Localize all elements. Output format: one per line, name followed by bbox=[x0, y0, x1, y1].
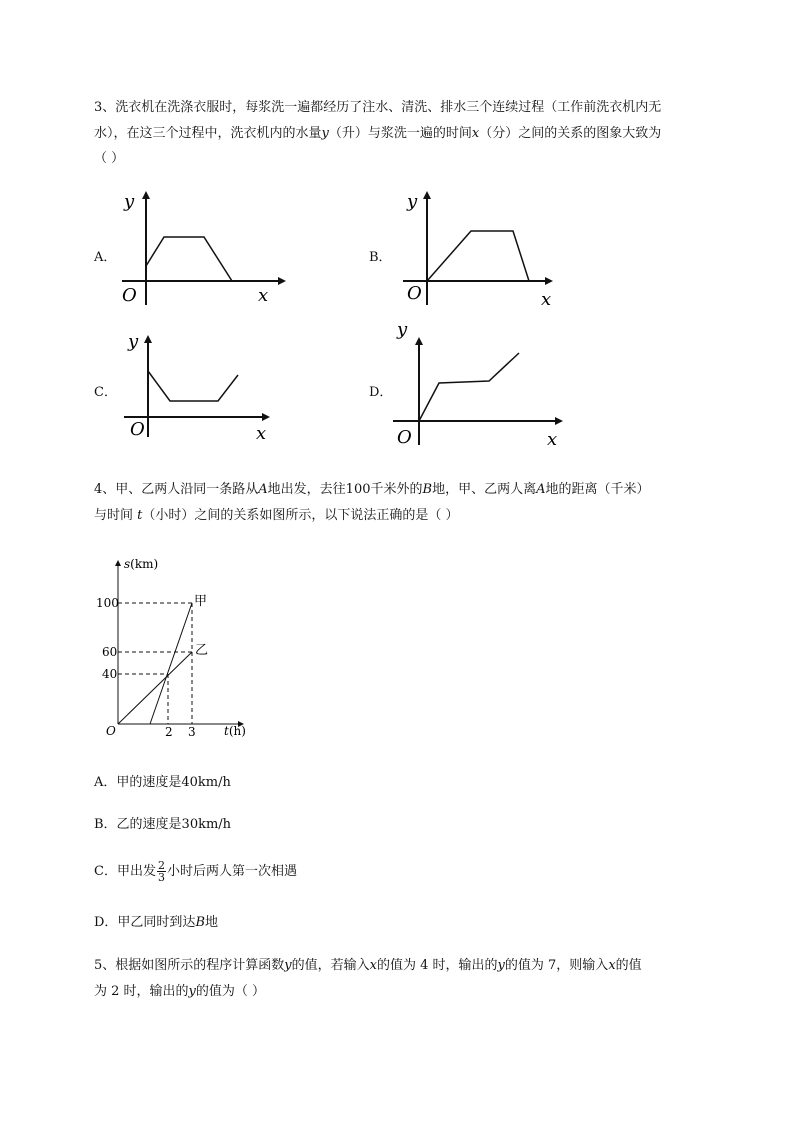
y-label: y bbox=[128, 331, 139, 352]
graph-curve bbox=[419, 353, 519, 421]
series-jia-label: 甲 bbox=[194, 594, 208, 609]
q3-option-c-label: C． bbox=[94, 385, 117, 400]
x-arrow bbox=[555, 417, 563, 425]
q5-line2: 为 2 时，输出的y的值为（ ） bbox=[94, 984, 266, 999]
q3-answer-blank: （ ） bbox=[94, 151, 125, 166]
ytick-60: 60 bbox=[102, 645, 118, 659]
series-jia-line bbox=[150, 603, 192, 724]
xtick-3: 3 bbox=[188, 725, 196, 739]
q5-line1: 5、根据如图所示的程序计算函数y的值，若输入x的值为 4 时，输出的y的值为 7，则输入x的值 bbox=[94, 958, 642, 973]
q4-option-b: B．乙的速度是30km/h bbox=[94, 817, 232, 832]
q3-graph-c bbox=[110, 325, 290, 445]
origin-label: O bbox=[122, 285, 137, 306]
origin-label: O bbox=[130, 419, 145, 440]
q3-graph-a bbox=[110, 185, 290, 310]
fraction-two-thirds: $\frac{2}{3}$ bbox=[157, 859, 165, 884]
origin-label: O bbox=[106, 724, 116, 738]
y-label: y bbox=[397, 319, 408, 340]
x-label: x bbox=[547, 429, 558, 450]
q3-option-a-label: A． bbox=[94, 250, 117, 265]
q3-line1: 3、洗衣机在洗涤衣服时，每浆洗一遍都经历了注水、清洗、排水三个连续过程（工作前洗衣机内无 bbox=[94, 100, 662, 115]
x-arrow bbox=[545, 277, 553, 285]
q3-graph-d bbox=[385, 315, 575, 450]
x-arrow bbox=[262, 413, 270, 421]
y-arrow bbox=[144, 335, 152, 343]
q4-option-c: C．甲出发 $\frac{2}{3}$ 小时后两人第一次相遇 bbox=[94, 859, 297, 884]
x-label: x bbox=[541, 289, 552, 310]
q3-option-d-label: D． bbox=[369, 385, 393, 400]
graph-curve bbox=[148, 371, 238, 401]
q4-option-d: D．甲乙同时到达B地 bbox=[94, 915, 219, 930]
y-label: y bbox=[124, 191, 135, 212]
q4-option-a: A．甲的速度是40km/h bbox=[94, 775, 231, 790]
xtick-2: 2 bbox=[165, 725, 173, 739]
graph-curve bbox=[146, 237, 232, 281]
q3-graph-b bbox=[395, 185, 575, 310]
ytick-40: 40 bbox=[102, 667, 118, 681]
x-label: x bbox=[256, 423, 267, 444]
y-arrow bbox=[415, 337, 423, 345]
x-label: x bbox=[258, 285, 269, 306]
q4-line2: 与时间 t（小时）之间的关系如图所示，以下说法正确的是（ ） bbox=[94, 508, 459, 523]
x-axis-label: t(h) bbox=[224, 724, 246, 738]
q3-option-b-label: B． bbox=[369, 250, 392, 265]
origin-label: O bbox=[407, 283, 422, 304]
y-arrow bbox=[115, 560, 121, 566]
q3-line2: 水），在这三个过程中，洗衣机内的水量y（升）与浆洗一遍的时间x（分）之间的关系的图象大致为 bbox=[94, 126, 662, 141]
q4-line1: 4、甲、乙两人沿同一条路从A地出发，去往100千米外的B地，甲、乙两人离A地的距离（千米） bbox=[94, 482, 650, 497]
q4-chart bbox=[88, 552, 258, 744]
ytick-100: 100 bbox=[96, 596, 119, 610]
origin-label: O bbox=[397, 427, 412, 448]
x-arrow bbox=[278, 277, 286, 285]
y-axis-label: s(km) bbox=[124, 557, 159, 571]
series-yi-line bbox=[118, 652, 192, 724]
y-label: y bbox=[407, 191, 418, 212]
graph-curve bbox=[427, 231, 529, 281]
y-arrow bbox=[142, 191, 150, 199]
y-arrow bbox=[423, 191, 431, 199]
series-yi-label: 乙 bbox=[195, 643, 209, 658]
